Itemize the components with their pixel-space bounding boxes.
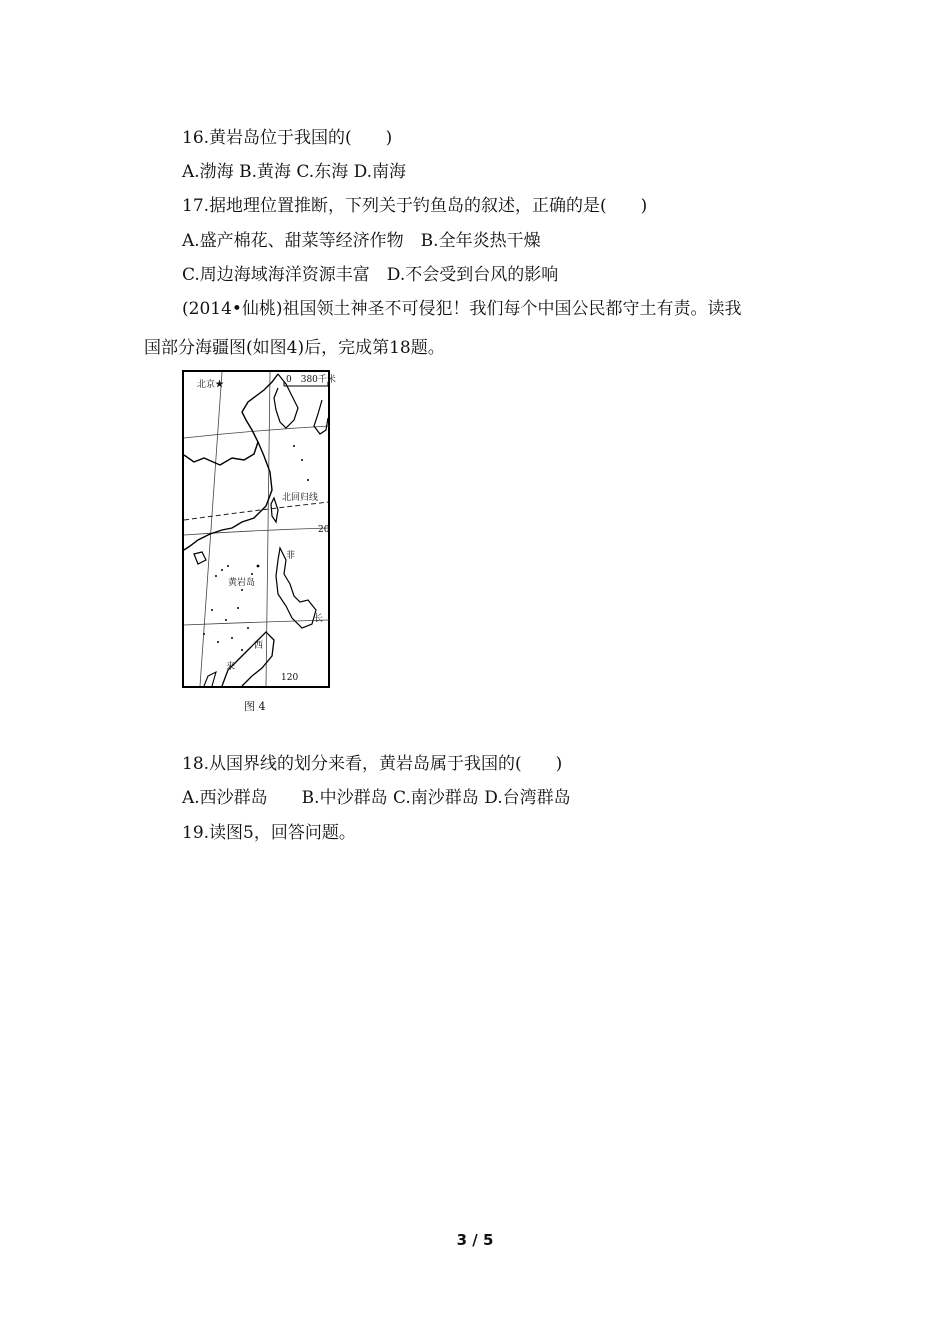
map-label-xi: 西: [254, 641, 264, 651]
question-17: 17.据地理位置推断，下列关于钓鱼岛的叙述，正确的是( ): [182, 196, 648, 216]
map-scale-label: 0 380千米: [286, 375, 336, 385]
map-label-beijing: 北京★: [197, 380, 225, 390]
page-number: 3 / 5: [456, 1231, 494, 1249]
intro-line-2: 国部分海疆图(如图4)后，完成第18题。: [144, 338, 445, 358]
question-16-options: A.渤海 B.黄海 C.东海 D.南海: [182, 162, 407, 182]
intro-line-1: (2014•仙桃)祖国领土神圣不可侵犯！我们每个中国公民都守土有责。读我: [182, 299, 742, 319]
map-label-longitude-120: 120: [281, 673, 299, 683]
question-18-options: A.西沙群岛 B.中沙群岛 C.南沙群岛 D.台湾群岛: [182, 788, 571, 808]
sea-territory-map: [182, 370, 336, 690]
figure-caption: 图 4: [244, 700, 266, 713]
question-16: 16.黄岩岛位于我国的( ): [182, 128, 393, 148]
map-label-chang: 长: [314, 614, 324, 624]
question-18: 18.从国界线的划分来看，黄岩岛属于我国的( ): [182, 754, 563, 774]
question-19: 19.读图5，回答问题。: [182, 823, 356, 843]
question-17-options-ab: A.盛产棉花、甜菜等经济作物 B.全年炎热干燥: [182, 231, 541, 251]
question-17-options-cd: C.周边海域海洋资源丰富 D.不会受到台风的影响: [182, 265, 559, 285]
map-label-philippines: 菲: [286, 551, 296, 561]
map-label-latitude-20: 20: [318, 525, 330, 535]
map-label-lai: 来: [226, 662, 236, 672]
map-label-tropic: 北回归线: [282, 493, 319, 503]
map-label-huangyan: 黄岩岛: [228, 578, 256, 588]
